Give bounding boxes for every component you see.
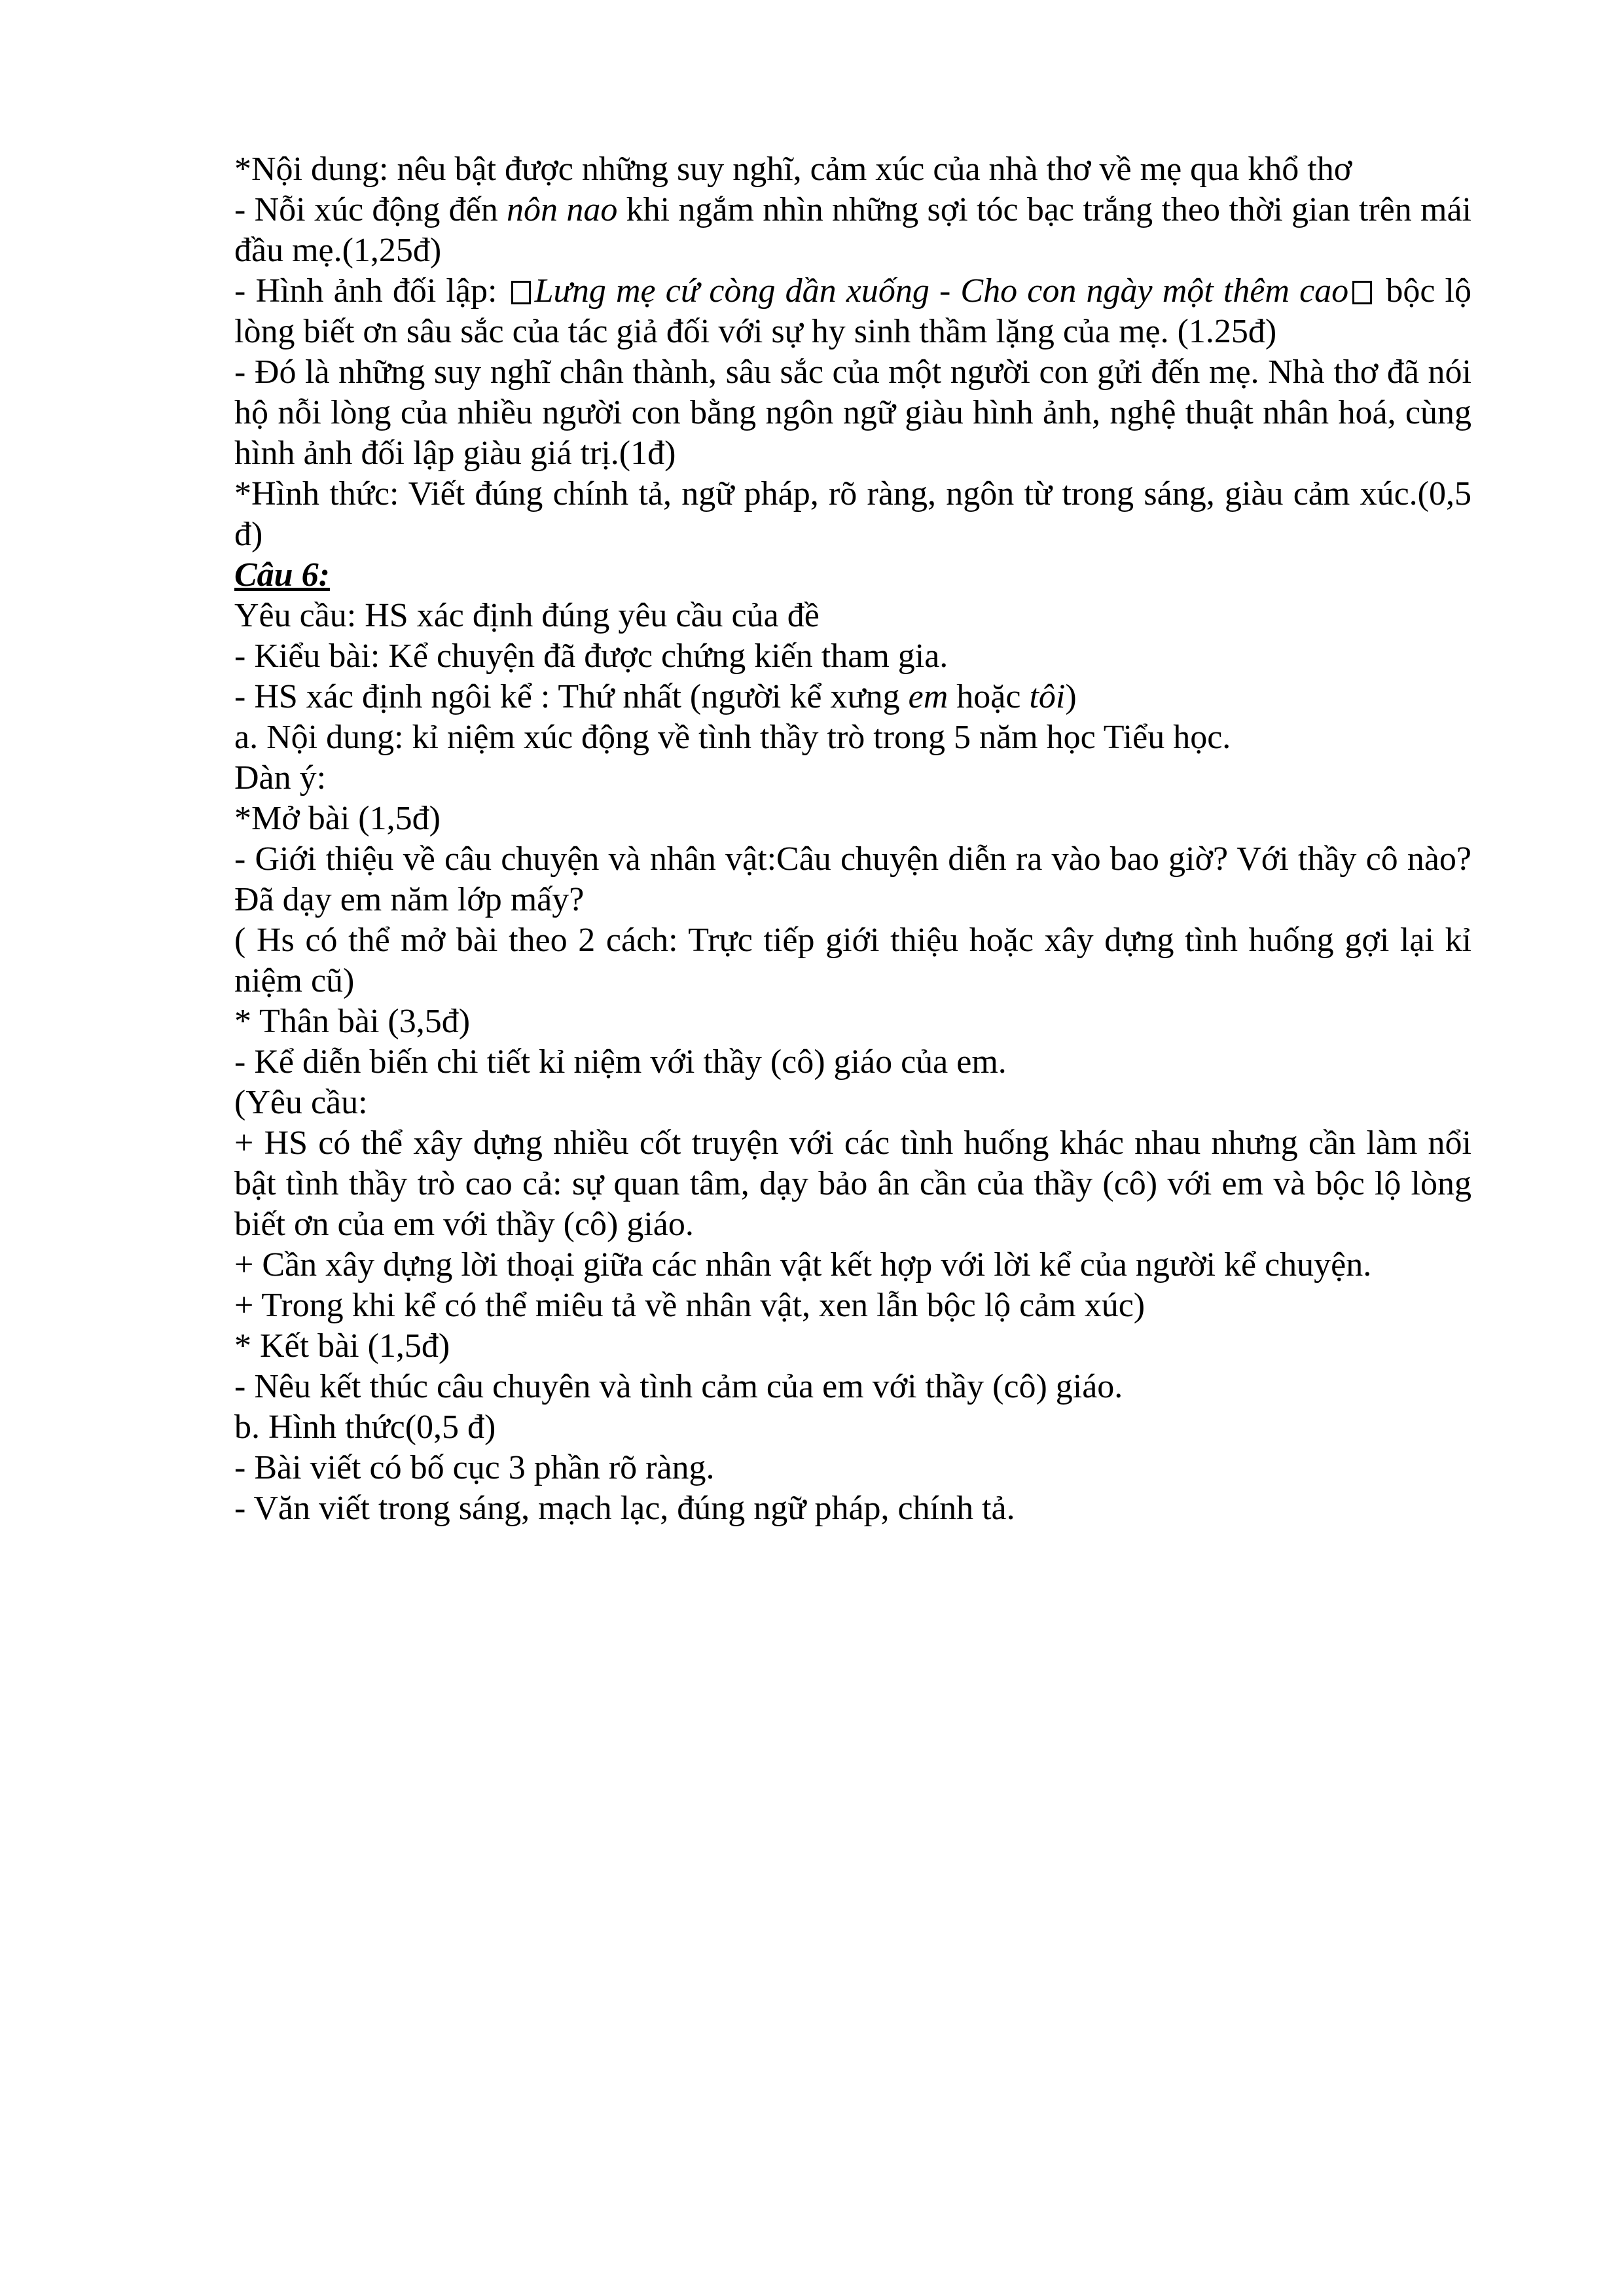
ngoi-ke-em: em — [908, 678, 948, 715]
paragraph-doi-lap — [234, 271, 1471, 352]
dan-y: Dàn ý: — [234, 759, 327, 797]
p2-text-end: bộc lộ lòng biết ơn sâu sắc của tác giả đối với sự hy sinh thầm lặng của mẹ. (1.25đ) — [234, 272, 1471, 350]
p1-italic: nôn nao — [507, 191, 618, 228]
ngoi-ke-toi: tôi — [1029, 678, 1066, 715]
ngoi-ke-mid: hoặc — [948, 678, 1030, 715]
p2-italic-quote: Lưng mẹ cứ còng dần xuống - Cho con ngày một thêm cao — [534, 272, 1349, 310]
ke-dien-bien: - Kể diễn biến chi tiết kỉ niệm với thầy (cô) giáo của em. — [234, 1043, 1007, 1081]
p1-text-end: khi ngắm nhìn những sợi tóc bạc trắng theo thời gian trên mái đầu mẹ.(1,25đ) — [234, 191, 1471, 269]
plus-item-3: + Trong khi kể có thể miêu tả về nhân vật, xen lẫn bộc lộ cảm xúc) — [234, 1287, 1146, 1324]
bo-cuc: - Bài viết có bố cục 3 phần rõ ràng. — [234, 1449, 715, 1486]
paragraph-suy-nghi: - Đó là những suy nghĩ chân thành, sâu sắc của một người con gửi đến mẹ. Nhà thơ đã nói hộ nỗi lòng của nhiều người con bằng ngôn ngữ giàu hình ảnh, nghệ thuật nhân hoá, cùng hình ảnh đối lập giàu giá trị.(1đ) — [234, 353, 1471, 472]
plus-item-1: + HS có thể xây dựng nhiều cốt truyện với các tình huống khác nhau nhưng cần làm nổi bật tình thầy trò cao cả: sự quan tâm, dạy bảo ân cần của thầy (cô) với em và bộc lộ lòng biết ơn của em với thầy (cô) giáo. — [234, 1124, 1471, 1243]
hinh-thuc-1: *Hình thức: Viết đúng chính tả, ngữ pháp, rõ ràng, ngôn từ trong sáng, giàu cảm xúc.(0,5 đ) — [234, 475, 1471, 553]
yeu-cau-2: (Yêu cầu: — [234, 1084, 368, 1121]
b-hinh-thuc: b. Hình thức(0,5 đ) — [234, 1408, 496, 1446]
gioi-thieu: - Giới thiệu về câu chuyện và nhân vật:Câu chuyện diễn ra vào bao giờ? Với thầy cô nào? Đã dạy em năm lớp mấy? — [234, 840, 1471, 918]
yeu-cau: Yêu cầu: HS xác định đúng yêu cầu của đề — [234, 597, 820, 634]
p2-text: - Hình ảnh đối lập: — [234, 272, 507, 310]
ngoi-ke — [234, 677, 1471, 717]
noi-dung-heading: *Nội dung: nêu bật được những suy nghĩ, cảm xúc của nhà thơ về mẹ qua khổ thơ — [234, 151, 1352, 188]
a-noi-dung: a. Nội dung: kỉ niệm xúc động về tình thầy trò trong 5 năm học Tiểu học. — [234, 719, 1231, 756]
hs-mo-bai: ( Hs có thể mở bài theo 2 cách: Trực tiếp giới thiệu hoặc xây dựng tình huống gợi lại kỉ niệm cũ) — [234, 922, 1471, 999]
neu-ket: - Nêu kết thúc câu chuyên và tình cảm của em với thầy (cô) giáo. — [234, 1368, 1123, 1405]
ngoi-ke-end: ) — [1065, 678, 1077, 715]
plus-item-2: + Cần xây dựng lời thoại giữa các nhân vật kết hợp với lời kể của người kể chuyện. — [234, 1246, 1372, 1283]
missing-glyph-icon — [511, 281, 531, 304]
ket-bai-heading: * Kết bài (1,5đ) — [234, 1327, 450, 1365]
van-viet: - Văn viết trong sáng, mạch lạc, đúng ngữ pháp, chính tả. — [234, 1490, 1015, 1527]
p1-text: - Nỗi xúc động đến — [234, 191, 507, 228]
paragraph-non-nao — [234, 190, 1471, 271]
ngoi-ke-text: - HS xác định ngôi kể : Thứ nhất (người kể xưng — [234, 678, 909, 715]
mo-bai-heading: *Mở bài (1,5đ) — [234, 800, 441, 837]
kieu-bai: - Kiểu bài: Kể chuyện đã được chứng kiến tham gia. — [234, 637, 948, 675]
cau-6-heading: Câu 6: — [234, 556, 330, 594]
than-bai-heading: * Thân bài (3,5đ) — [234, 1003, 471, 1040]
missing-glyph-icon — [1352, 281, 1372, 304]
document-page — [234, 149, 1471, 1529]
